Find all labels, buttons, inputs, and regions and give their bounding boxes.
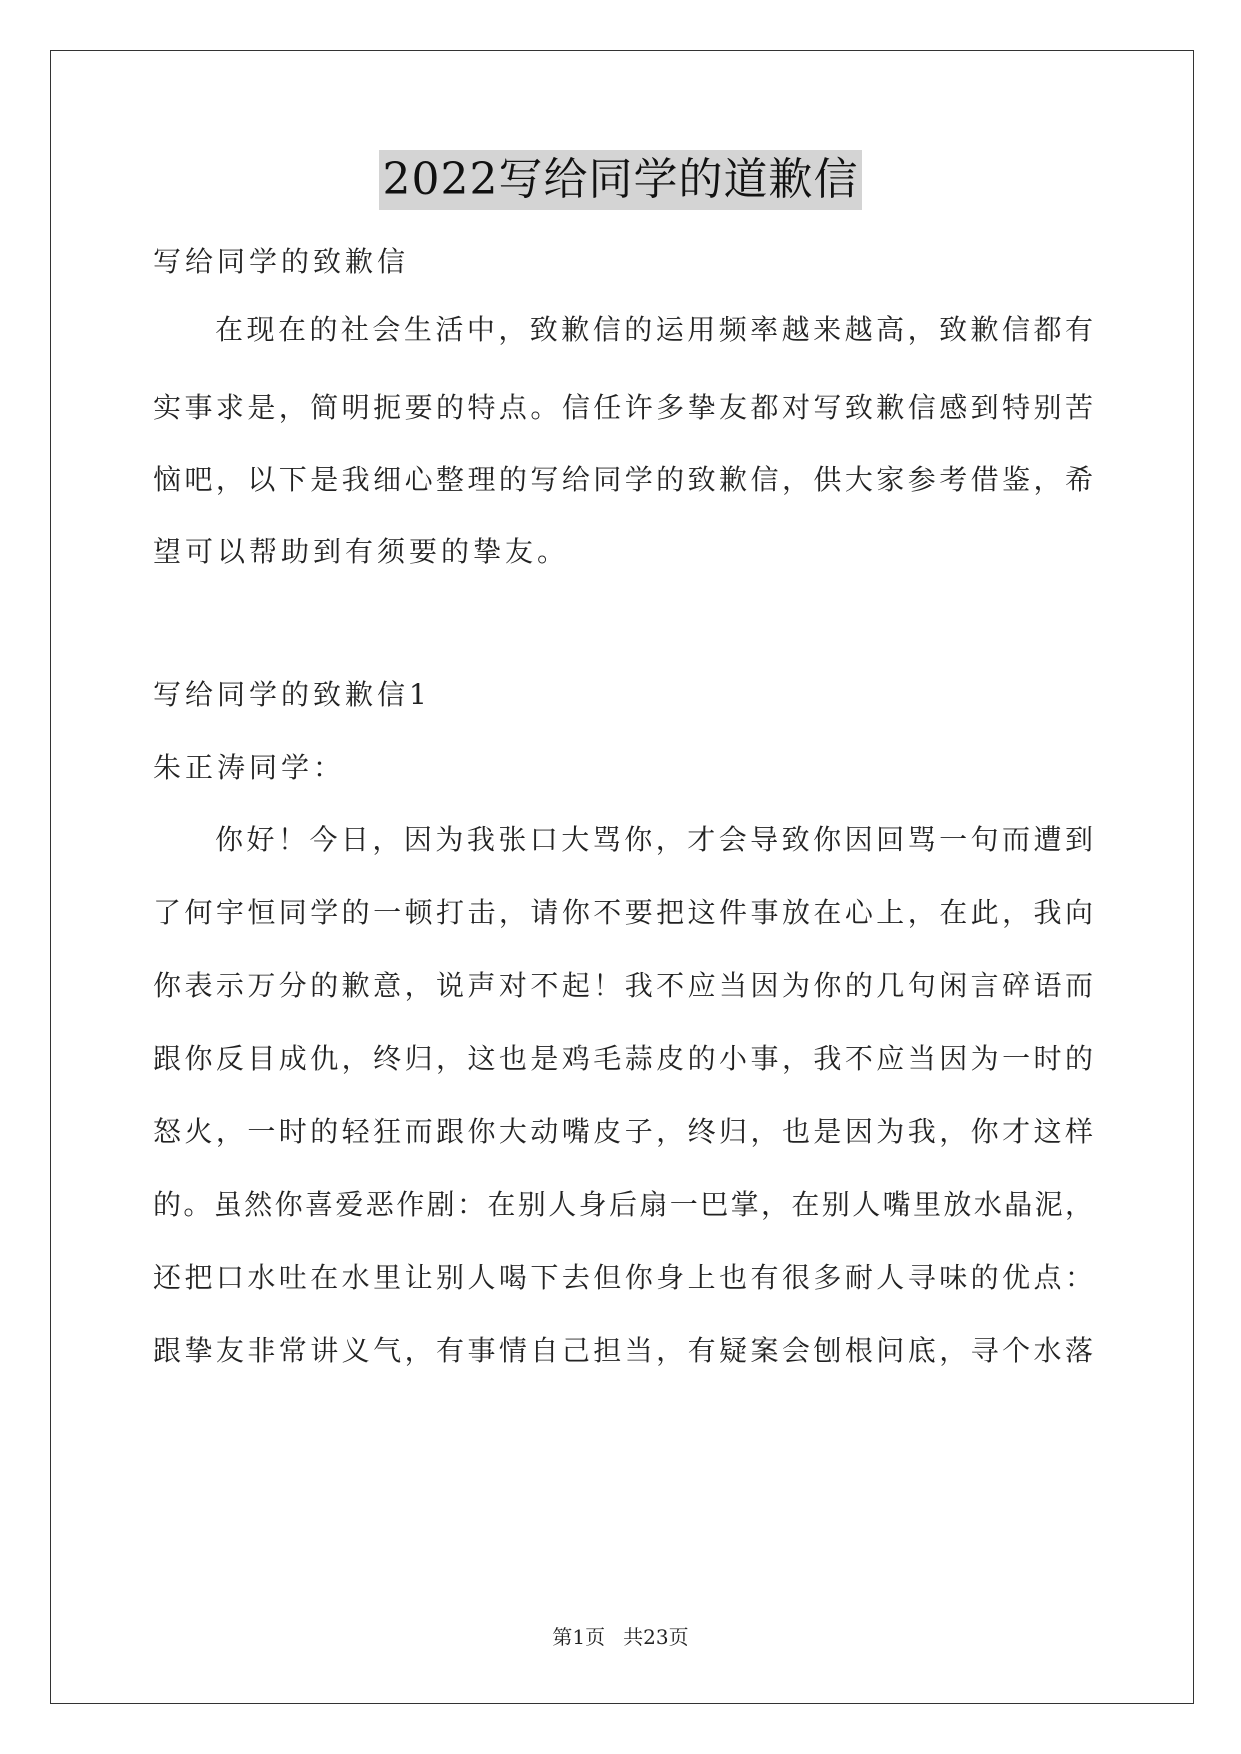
paragraph-line: 你表示万分的歉意，说声对不起！我不应当因为你的几句闲言碎语而 xyxy=(153,969,1093,1002)
section-heading: 写给同学的致歉信 xyxy=(153,245,410,278)
paragraph-line: 跟挚友非常讲义气，有事情自己担当，有疑案会刨根问底，寻个水落 xyxy=(153,1334,1093,1367)
page-total: 共23页 xyxy=(623,1625,689,1649)
page-footer xyxy=(0,1624,1241,1650)
paragraph-line: 的。虽然你喜爱恶作剧：在别人身后扇一巴掌，在别人嘴里放水晶泥， xyxy=(153,1188,1093,1221)
page-number: 第1页 xyxy=(552,1625,606,1649)
paragraph-line: 怒火，一时的轻狂而跟你大动嘴皮子，终归，也是因为我，你才这样 xyxy=(153,1115,1093,1148)
paragraph-line: 恼吧，以下是我细心整理的写给同学的致歉信，供大家参考借鉴，希 xyxy=(153,463,1093,496)
paragraph-line: 实事求是，简明扼要的特点。信任许多挚友都对写致歉信感到特别苦 xyxy=(153,391,1093,424)
paragraph-line: 还把口水吐在水里让别人喝下去但你身上也有很多耐人寻味的优点： xyxy=(153,1261,1093,1294)
salutation: 朱正涛同学： xyxy=(153,751,346,784)
page-border xyxy=(50,50,1194,1704)
paragraph-line: 在现在的社会生活中，致歉信的运用频率越来越高，致歉信都有 xyxy=(215,313,1093,346)
paragraph-line: 你好！今日，因为我张口大骂你，才会导致你因回骂一句而遭到 xyxy=(215,823,1093,856)
paragraph-line: 了何宇恒同学的一顿打击，请你不要把这件事放在心上，在此，我向 xyxy=(153,896,1093,929)
document-title: 2022写给同学的道歉信 xyxy=(379,150,863,210)
title-block xyxy=(0,150,1241,210)
section-heading: 写给同学的致歉信1 xyxy=(153,678,431,711)
paragraph-line: 跟你反目成仇，终归，这也是鸡毛蒜皮的小事，我不应当因为一时的 xyxy=(153,1042,1093,1075)
paragraph-line: 望可以帮助到有须要的挚友。 xyxy=(153,535,570,568)
